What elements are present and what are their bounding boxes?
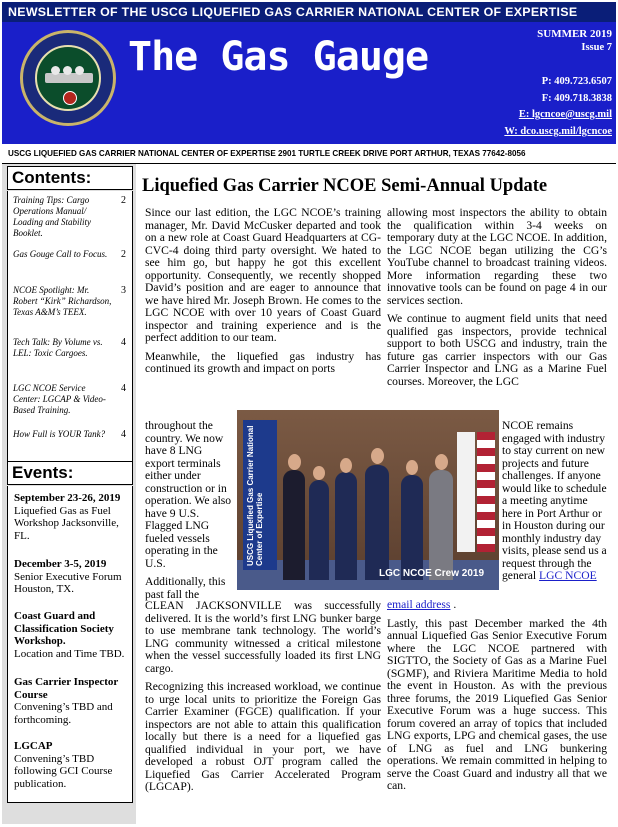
newsletter-title: The Gas Gauge [128, 34, 429, 80]
article-column-1-lower [145, 600, 381, 800]
website-link[interactable]: W: dco.uscg.mil/lgcncoe [504, 126, 612, 137]
article-paragraph: Meanwhile, the liquefied gas industry has continued its growth and impact on ports [145, 349, 381, 375]
lgc-ncoe-link[interactable]: LGC NCOE [539, 569, 597, 582]
punctuation: . [450, 598, 457, 611]
contents-list [7, 191, 133, 461]
fax-number: F: 409.718.3838 [541, 93, 612, 104]
address-bar: USCG LIQUEFIED GAS CARRIER NATIONAL CENTER OF EXPERTISE 2901 TURTLE CREEK DRIVE PORT ARTHUR, TEXAS 77642-8056 [2, 144, 616, 164]
banner-text: USCG Liquefied Gas Carrier National Center of Expertise [246, 425, 264, 566]
article-column-2 [387, 207, 607, 388]
toc-page: 4 [121, 429, 126, 440]
article-paragraph: We continue to augment field units that need qualified gas inspectors, provide technical support to both USCG and industry, train the future gas carrier inspectors with our Gas Carrier Inspector and LNG as a Marine Fuel courses. Moreover, the LGC [387, 312, 607, 388]
email-link[interactable]: E: lgcncoe@uscg.mil [518, 109, 612, 120]
uscg-banner [243, 420, 277, 570]
photo-caption: LGC NCOE Crew 2019 [379, 568, 485, 579]
issue-season: SUMMER 2019 [537, 28, 612, 40]
event-detail: Senior Executive Forum Houston, TX. [14, 570, 122, 595]
event-detail: Liquefied Gas as Fuel Workshop Jacksonville, FL. [14, 504, 119, 542]
us-flag-icon [477, 432, 495, 552]
toc-item[interactable]: Tech Talk: By Volume vs. LEL: Toxic Cargoes. [13, 337, 103, 358]
event-title: Gas Carrier Inspector Course [14, 676, 119, 701]
article-paragraph: Recognizing this increased workload, we continue to urge local units to prioritize the Foreign Gas Carrier Examiner (FGCE) qualification. If your inspectors are not able to attain this qualification locally but there is a need for a liquefied gas qualified individual in your port, we have developed a robust OJT program called the Liquefied Gas Carrier Accelerated Program (LGCAP). [145, 680, 381, 793]
event-detail: Location and Time TBD. [14, 647, 125, 660]
event-title: December 3-5, 2019 [14, 558, 107, 570]
article-wrap-sentence: NCOE remains engaged with industry to stay current on new projects and future challenges. If anyone would like to schedule a meeting anytime here in Port Arthur or in Houston during our monthly industry day visits, please send us a request through the general [502, 419, 607, 582]
masthead [2, 22, 616, 144]
toc-item[interactable]: LGC NCOE Service Center: LGCAP & Video-Based Training. [13, 383, 106, 415]
article-wrap-text: throughout the country. We now have 8 LNG export terminals either under construction or in operation. We also have 9 U.S. Flagged LNG fueled vessels operating in the U.S. [145, 419, 232, 570]
event-item [14, 676, 130, 726]
article-paragraph: Since our last edition, the LGC NCOE’s training manager, Mr. David McCusker departed and took on a new role at Coast Guard Headquarters at CG-CVC-4 doing third party oversight. We hated to see him go, but happy he got this excellent opportunity. Consequently, we recently shopped David’s position and are eager to announce that we have hired Mr. Joseph Brown. He comes to the LGC NCOE with over 10 years of Coast Guard inspector and training experience and is the perfect addition to our team. [145, 206, 381, 344]
toc-page: 2 [121, 249, 126, 260]
phone-number: P: 409.723.6507 [541, 76, 612, 87]
issue-number: Issue 7 [581, 42, 612, 53]
event-detail: Convening’s TBD and forthcoming. [14, 701, 113, 726]
email-address-link[interactable]: email address [387, 598, 451, 611]
event-title: LGCAP [14, 740, 53, 752]
newsletter-banner: NEWSLETTER OF THE USCG LIQUEFIED GAS CARRIER NATIONAL CENTER OF EXPERTISE [2, 2, 616, 22]
toc-item[interactable]: Gas Gouge Call to Focus. [13, 249, 108, 259]
events-list [7, 486, 133, 803]
article-wrap-text: Additionally, this past fall the [145, 575, 226, 601]
article-paragraph: allowing most inspectors the ability to obtain the qualification within 3-4 weeks on temporary duty at the LGC NCOE. In addition, the LGC NCOE began utilizing the CG’s YouTube channel to broadcast training videos. More information regarding these two innovative tools can be found on page 4 in our services section. [387, 206, 607, 307]
toc-page: 4 [121, 337, 126, 348]
toc-item[interactable]: NCOE Spotlight: Mr. Robert “Kirk” Richardson, Texas A&M’s TEEX. [13, 285, 112, 317]
article-column-2-lower [387, 599, 607, 799]
events-heading: Events: [7, 461, 133, 485]
event-item [14, 610, 130, 660]
article-wrap-text [502, 420, 607, 583]
event-detail: Convening’s TBD following GCI Course publication. [14, 752, 113, 790]
event-title: Coast Guard and Classification Society Workshop. [14, 610, 114, 647]
article-column-1 [145, 207, 381, 376]
toc-item[interactable]: How Full is YOUR Tank? [13, 429, 106, 439]
event-item [14, 558, 130, 596]
event-title: September 23-26, 2019 [14, 492, 121, 504]
lgc-ncoe-seal-icon [20, 30, 116, 126]
article-paragraph: CLEAN JACKSONVILLE was successfully delivered. It is the world’s first LNG bunker barge to use membrane tank technology. The world’s LNG community witnessed a critical milestone when the vessel successfully loaded its first LNG cargo. [145, 599, 381, 675]
event-item [14, 492, 130, 542]
toc-page: 3 [121, 285, 126, 296]
flag-icon [457, 432, 475, 552]
article-headline: Liquefied Gas Carrier NCOE Semi-Annual Update [142, 176, 548, 196]
event-item [14, 740, 130, 790]
toc-page: 2 [121, 195, 126, 206]
article-paragraph: Lastly, this past December marked the 4th annual Liquefied Gas Senior Executive Forum where the LGC NCOE partnered with SIGTTO, the Society of Gas as a Marine Fuel (SGMF), and Riviera Maritime Media to hold the event in Houston. As with the previous three forums, the 2019 Liquefied Gas Senior Executive Forum was a huge success. This forum covered an array of topics that included LNG exports, LPG and chemical gases, the use of LNG as fuel and LNG bunkering operations. We remain committed in helping to serve the Coast Guard and industry all that we can. [387, 616, 607, 792]
toc-item[interactable]: Training Tips: Cargo Operations Manual/ Loading and Stability Booklet. [13, 195, 92, 238]
contents-heading: Contents: [7, 166, 133, 190]
toc-page: 4 [121, 383, 126, 394]
crew-photo [237, 410, 499, 590]
